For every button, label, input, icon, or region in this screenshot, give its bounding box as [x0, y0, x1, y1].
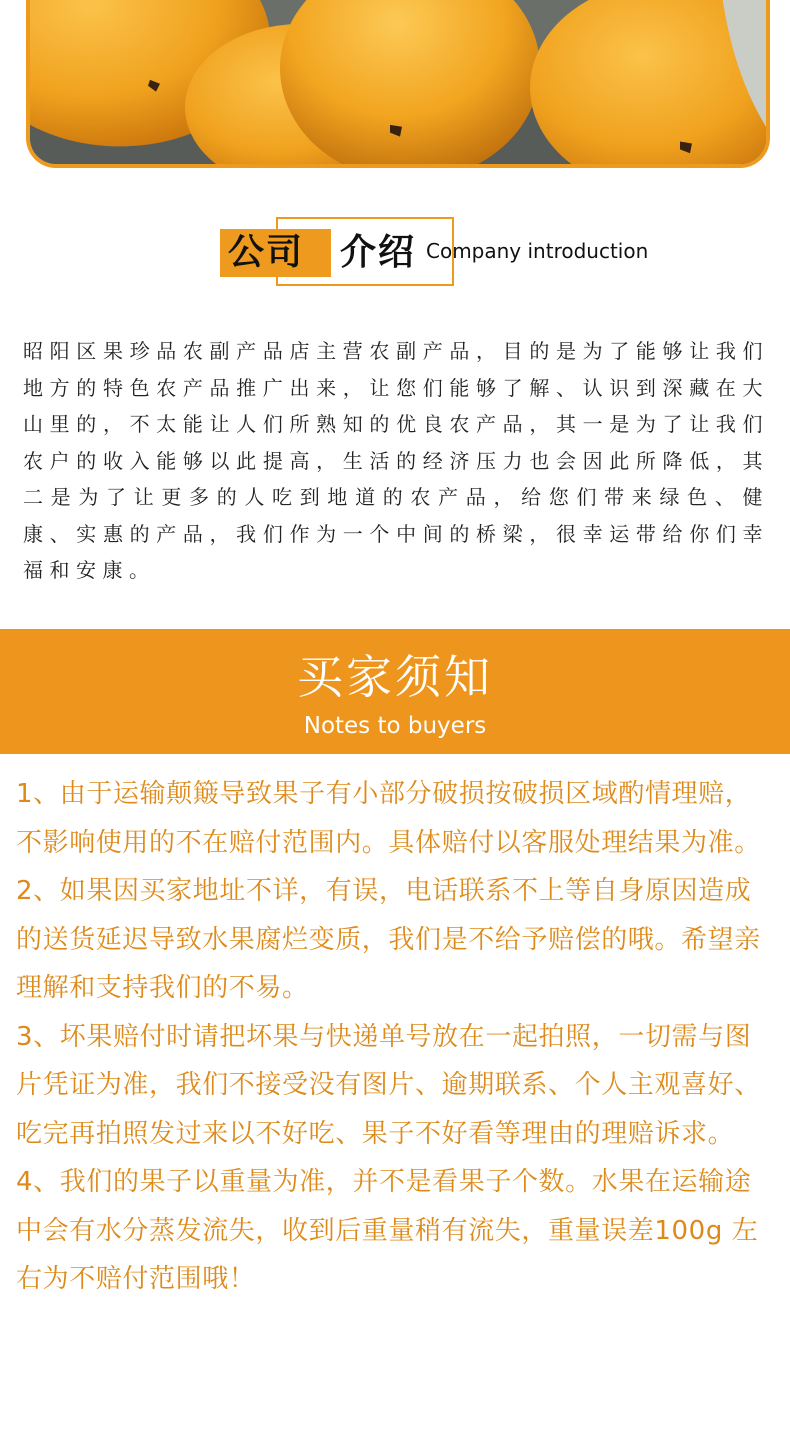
notes-banner: [0, 629, 790, 754]
note-item-2: 2、如果因买家地址不详，有误，电话联系不上等自身原因造成的送货延迟导致水果腐烂变质，我们是不给予赔偿的哦。希望亲理解和支持我们的不易。: [16, 876, 761, 1003]
note-item-4: 4、我们的果子以重量为准，并不是看果子个数。水果在运输途中会有水分蒸发流失，收到后重量稍有流失，重量误差100g 左右为不赔付范围哦！: [16, 1167, 759, 1294]
notes-title-en: Notes to buyers: [303, 713, 487, 739]
note-item-3: 3、坏果赔付时请把坏果与快递单号放在一起拍照，一切需与图片凭证为准，我们不接受没有图片、逾期联系、个人主观喜好、吃完再拍照发过来以不好吃、果子不好看等理由的理赔诉求。: [16, 1021, 761, 1149]
company-intro-title-part2: 介绍: [340, 232, 417, 273]
company-intro-title-part1: 公司: [228, 232, 305, 273]
notes-list: [16, 770, 776, 1304]
fruit-photo: [26, 0, 770, 168]
company-intro-title-en: Company introduction: [426, 239, 649, 263]
note-item-1: 1、由于运输颠簸导致果子有小部分破损按破损区域酌情理赔，不影响使用的不在赔付范围内。具体赔付以客服处理结果为准。: [16, 779, 761, 858]
company-intro-paragraph: 昭阳区果珍品农副产品店主营农副产品，目的是为了能够让我们地方的特色农产品推广出来，让您们能够了解、认识到深藏在大山里的，不太能让人们所熟知的优良农产品，其一是为了让我们农户的收入能够以此提高，生活的经济压力也会因此所降低，其二是为了让更多的人吃到地道的农产品，给您们带来绿色、健康、实惠的产品，我们作为一个中间的桥梁，很幸运带给你们幸福和安康。: [23, 339, 769, 582]
notes-title: 买家须知: [297, 650, 493, 704]
loquat-illustration: [30, 0, 766, 164]
